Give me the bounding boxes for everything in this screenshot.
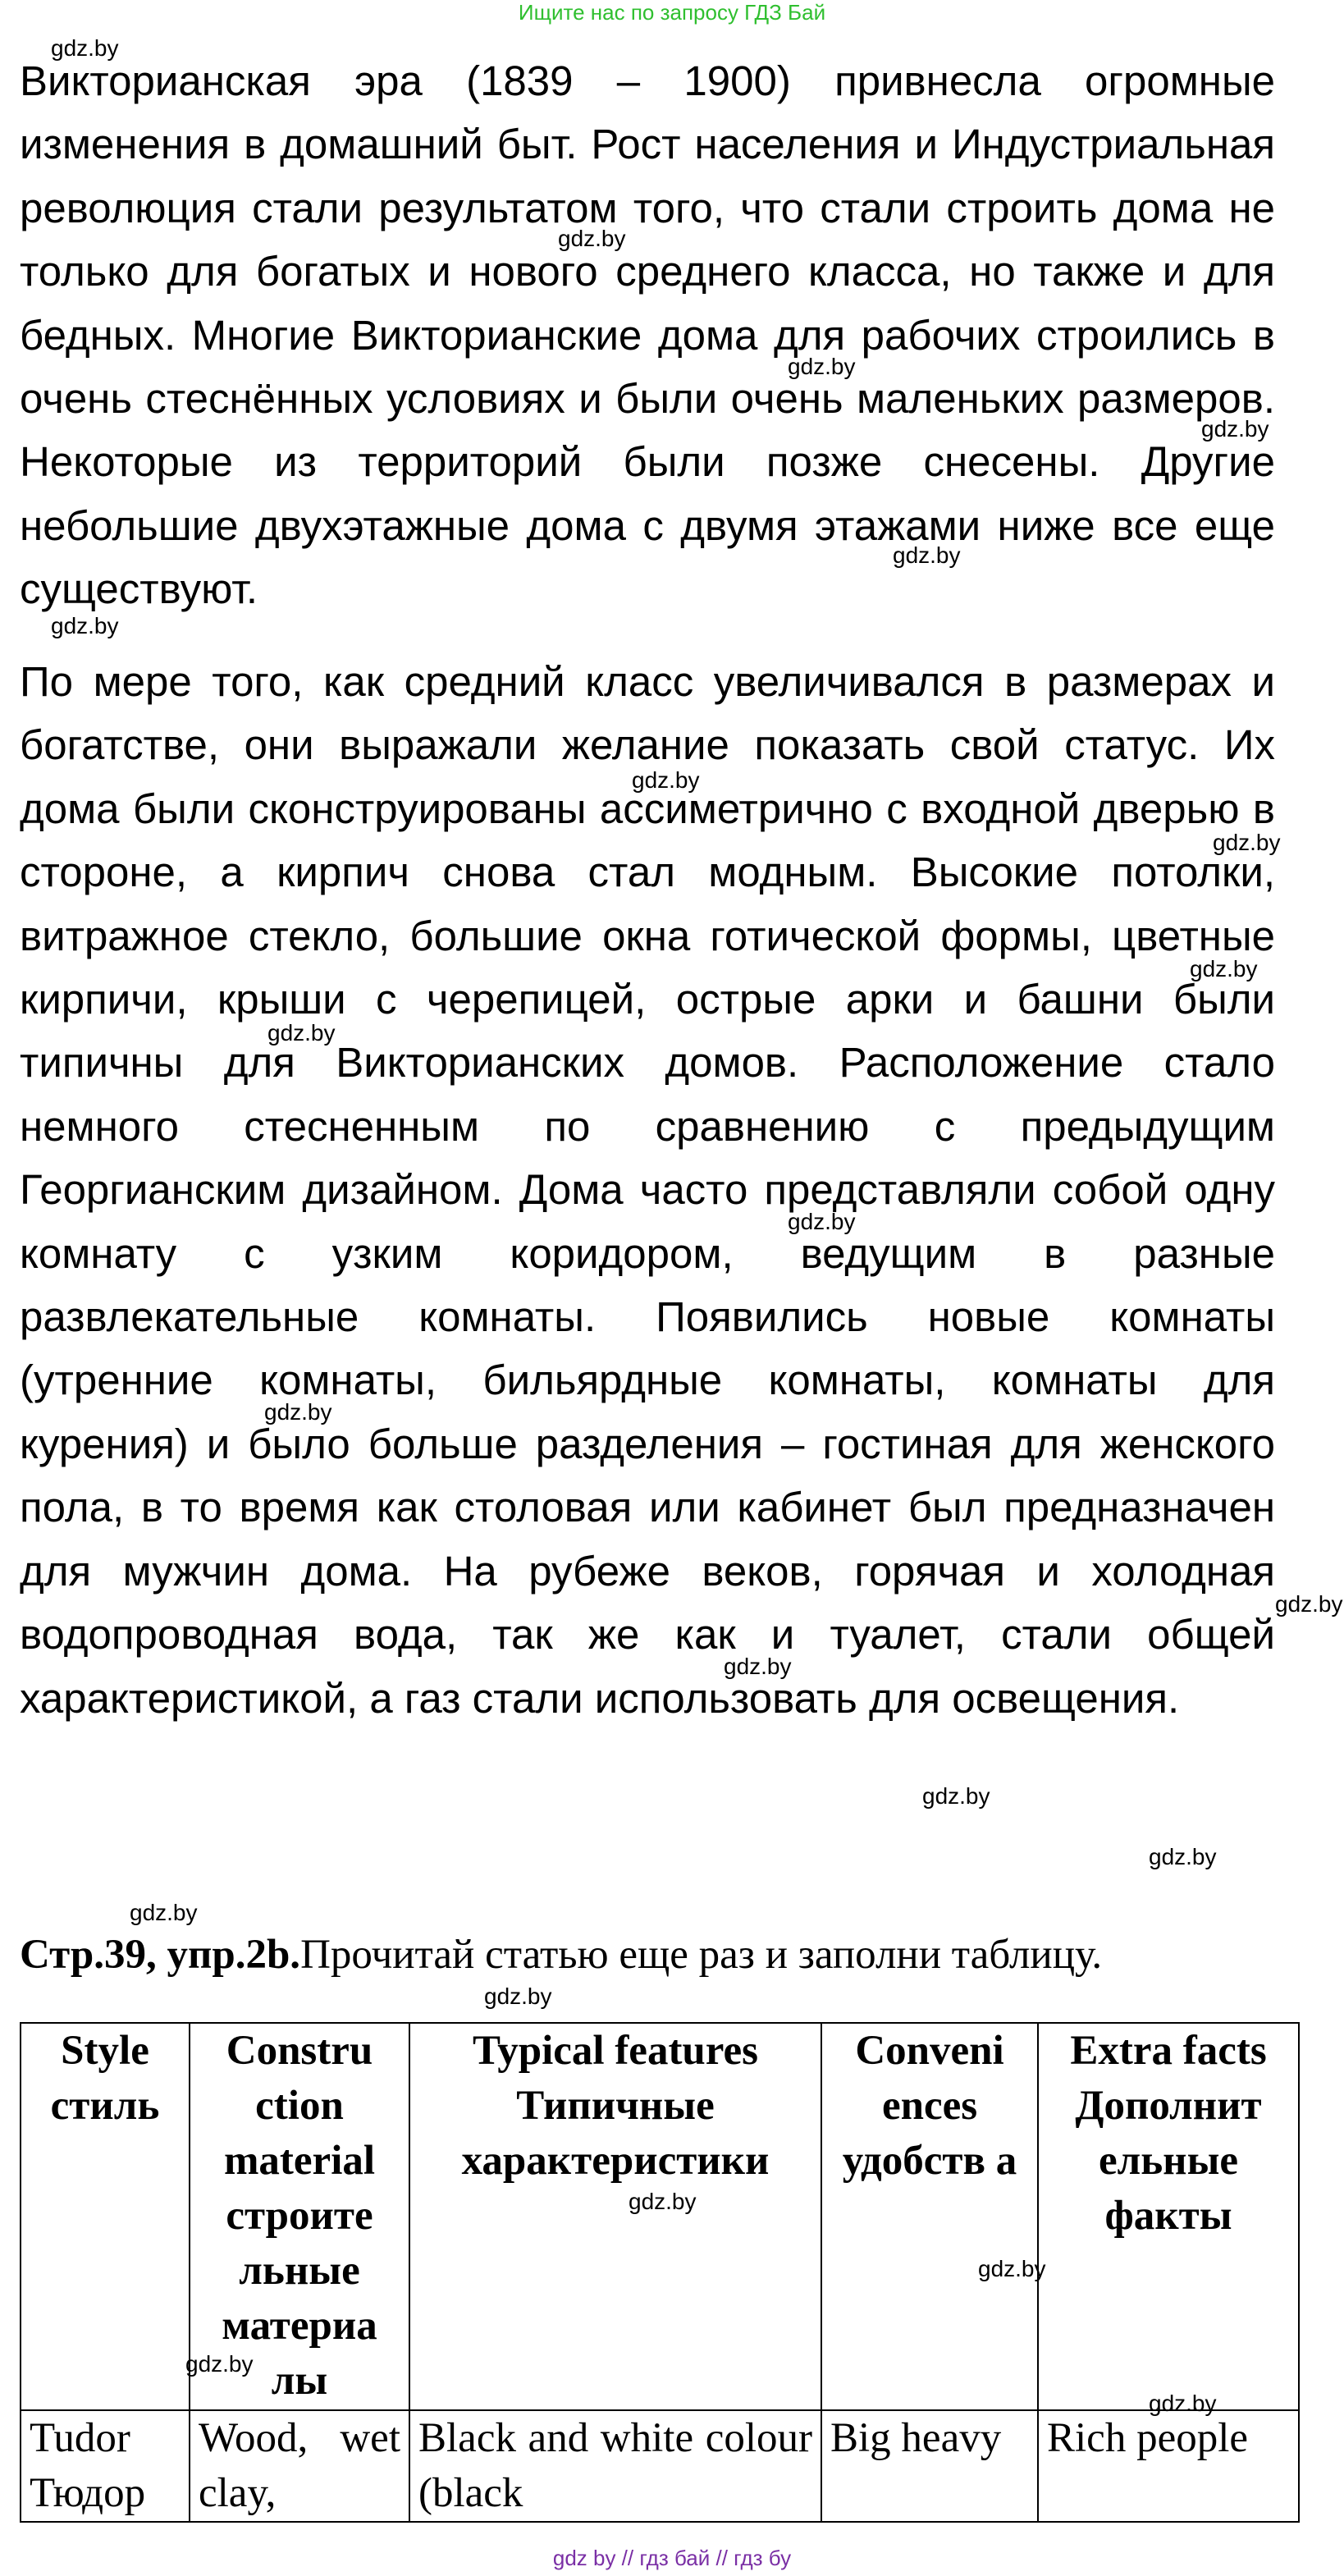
fill-in-table: [20, 2022, 1300, 2523]
watermark: gdz.by: [629, 2189, 697, 2214]
cell-construction-material: Wood, wet clay,: [190, 2410, 409, 2522]
cell-conveniences: Big heavy: [821, 2410, 1038, 2522]
cell-style: Tudor Тюдор: [21, 2410, 190, 2522]
watermark: gdz.by: [632, 767, 700, 793]
watermark: gdz.by: [1149, 1844, 1217, 1869]
watermark: gdz.by: [788, 1209, 856, 1234]
watermark: gdz.by: [1201, 416, 1269, 442]
watermark: gdz.by: [788, 354, 856, 379]
watermark: gdz.by: [1190, 956, 1258, 981]
watermark: gdz.by: [978, 2256, 1046, 2281]
cell-extra-facts: Rich people: [1038, 2410, 1299, 2522]
watermark: gdz.by: [922, 1783, 990, 1809]
table-header-row: [21, 2023, 1299, 2410]
exercise-heading: [20, 1929, 1102, 1981]
exercise-ref: Стр.39, упр.2b.: [20, 1932, 301, 1978]
footer-links[interactable]: gdz by // гдз бай // гдз бу: [552, 2546, 792, 2570]
watermark: gdz.by: [51, 613, 119, 638]
watermark: gdz.by: [51, 35, 119, 61]
watermark: gdz.by: [724, 1654, 792, 1679]
watermark: gdz.by: [1213, 830, 1281, 855]
watermark: gdz.by: [558, 226, 626, 251]
cell-typical-features: Black and white colour (black: [409, 2410, 821, 2522]
header-extra-facts: Extra facts Дополнит ельные факты: [1038, 2023, 1299, 2410]
watermark: gdz.by: [484, 1983, 552, 2009]
watermark: gdz.by: [130, 1900, 198, 1925]
header-typical-features: Typical features Типичные характеристики: [409, 2023, 821, 2410]
watermark: gdz.by: [1149, 2391, 1217, 2416]
watermark: gdz.by: [1275, 1591, 1343, 1617]
exercise-instruction: Прочитай статью еще раз и заполни таблицу.: [300, 1932, 1103, 1978]
watermark: gdz.by: [264, 1399, 332, 1425]
watermark: gdz.by: [185, 2351, 254, 2377]
watermark: gdz.by: [893, 542, 961, 568]
header-construction-material: Constru ction material строите льные материа лы: [190, 2023, 409, 2410]
paragraph-victorian-era: Викторианская эра (1839 – 1900) привнесла огромные изменения в домашний быт. Рост населения и Индустриальная революция стали результатом того, что стали строить дома не только для богатых и нового среднего класса, но также и для бедных. Многие Викторианские дома для рабочих строились в очень стеснённых условиях и были очень маленьких размеров. Некоторые из территорий были позже снесены. Другие небольшие двухэтажные дома с двумя этажами ниже все еще существуют.: [20, 57, 1275, 613]
table-row: [21, 2410, 1299, 2522]
watermark: gdz.by: [267, 1020, 336, 1045]
header-style: Style стиль: [21, 2023, 190, 2410]
top-banner[interactable]: Ищите нас по запросу ГДЗ Бай: [518, 0, 826, 25]
paragraph-middle-class: По мере того, как средний класс увеличивался в размерах и богатстве, они выражали желание показать свой статус. Их дома были сконструированы ассиметрично с входной дверью в стороне, а кирпич снова стал модным. Высокие потолки, витражное стекло, большие окна готической формы, цветные кирпичи, крыши с черепицей, острые арки и башни были типичны для Викторианских домов. Расположение стало немного стесненным по сравнению с предыдущим Георгианским дизайном. Дома часто представляли собой одну комнату с узким коридором, ведущим в разные развлекательные комнаты. Появились новые комнаты (утренние комнаты, бильярдные комнаты, комнаты для курения) и было больше разделения – гостиная для женского пола, в то время как столовая или кабинет был предназначен для мужчин дома. На рубеже веков, горячая и холодная водопроводная вода, так же как и туалет, стали общей характеристикой, а газ стали использовать для освещения.: [20, 658, 1275, 1722]
header-conveniences: Conveni ences удобств а: [821, 2023, 1038, 2410]
